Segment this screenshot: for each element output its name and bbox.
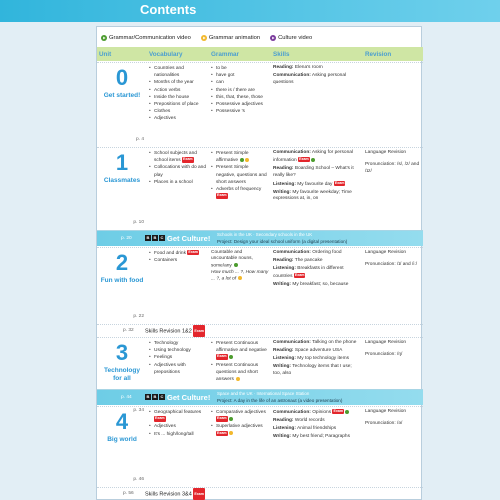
exam-badge: Exam [334,180,345,185]
list-item-text: Geographical features [154,410,202,415]
list-item-text: Comparative adjectives [216,410,266,415]
skill-label: Reading: [273,257,294,263]
skill-label: Writing: [273,363,292,369]
list-item: • Action verbs [149,87,207,94]
list-item: • Adjectives with prepositions [149,362,207,376]
vocabulary-cell [147,63,209,146]
unit-number: 3 [115,340,129,365]
green-play-dot-icon[interactable] [240,158,244,162]
bbc-logo-letter: B [146,394,150,399]
yellow-play-dot-icon [201,35,207,41]
skills-revision-row [97,487,423,499]
bbc-logo-letter: B [146,235,150,240]
revision-pronunciation: Pronunciation: /ɪ/ and /iː/ [365,262,418,268]
skill-text: Animal friendships [297,425,337,431]
list-item [149,150,207,164]
list-item [211,150,269,164]
table-row [97,406,423,486]
unit-title: Fun with food [100,277,144,284]
skill-text: My breakfast; so, because [292,281,349,287]
skill-text: Breakfasts in different countries [273,265,344,279]
exam-badge: Exam [217,416,227,421]
yellow-play-dot-icon[interactable] [245,158,249,162]
table-row [97,247,423,323]
yellow-play-dot-icon[interactable] [229,431,233,435]
green-play-dot-icon [101,35,107,41]
unit-cell [97,407,147,486]
exam-badge: Exam [155,416,165,421]
purple-play-dot-icon [270,35,276,41]
revision-language: Language Revision [365,250,407,255]
skill-text: Opinions [312,409,332,415]
skill-label: Communication: [273,72,311,78]
list-item: • Adjectives [149,423,207,430]
skill-text: My top technology items [297,355,349,361]
skill-label: Reading: [273,347,294,353]
unit-title: Big world [107,436,137,443]
vocabulary-cell [147,407,209,486]
table-header [97,47,423,61]
skill-label: Writing: [273,189,292,195]
yellow-play-dot-icon[interactable] [238,276,242,280]
revision-cell [363,407,423,486]
list-item: • Possessive adjectives [211,101,269,108]
grammar-cell [209,63,271,146]
skill-text: World records [294,417,325,423]
unit-title: Get started! [103,92,141,99]
list-item: • Possessive 's [211,108,269,115]
revision-pronunciation: Pronunciation: /ə/ [365,421,403,427]
skill-label: Communication: [273,150,311,155]
exam-badge: Exam [299,156,309,161]
revision-language: Language Revision [365,409,407,414]
exam-badge: Exam [188,250,198,255]
title-bar [0,0,500,22]
table-row [97,337,423,417]
bbc-logo-letter: C [160,235,164,240]
list-item: • Inside the house [149,94,207,101]
header-unit: Unit [99,51,112,58]
list-item [211,362,269,384]
skill-text: My best friend; Paragraphs [292,433,350,439]
culture-title: Get Culture! [167,234,211,243]
skill-label: Reading: [273,417,294,423]
culture-page: p. 20 [121,236,132,241]
legend-item-grammar-animation [201,35,260,41]
list-item: • Feelings [149,354,207,361]
exam-badge: Exam [217,193,227,198]
revision-language: Language Revision [365,340,407,345]
list-item: • Technology [149,340,207,347]
revision-pronunciation: Pronunciation: /ŋ/ [365,352,403,358]
green-play-dot-icon[interactable] [229,417,233,421]
list-item-text: Present Continuous affirmative and negative [216,341,267,354]
skills-revision-label [145,325,205,337]
exam-badge: Exam [294,272,305,277]
skills-cell [271,407,363,486]
culture-project: Project: Design your ideal school uniform (a digital presentation) [217,239,348,244]
legend-item-culture-video [270,35,312,41]
culture-videos[interactable]: Space and the UK · International Space Station [217,391,310,396]
contents-page [96,26,422,500]
culture-page: p. 44 [121,395,132,400]
skill-label: Listening: [273,265,296,271]
unit-page: p. 34 [133,407,144,413]
skill-label: Communication: [273,250,311,255]
culture-band [97,230,423,246]
list-item-text: Adverbs of frequency [216,186,262,192]
header-skills: Skills [273,51,290,58]
list-item: • Countries and nationalities [149,65,207,79]
list-item: • to be [211,65,269,72]
list-item: • Prepositions of place [149,101,207,108]
list-item [149,250,207,257]
green-play-dot-icon[interactable] [229,355,233,359]
skill-text: Technology items that I use; too, also [273,363,352,376]
list-item: • Collocations with do and play [149,164,207,178]
list-item [211,409,269,423]
vocabulary-cell [147,248,209,323]
culture-videos[interactable]: Schools in the UK · Secondary schools in the UK [217,232,313,237]
skills-revision-label [145,488,205,500]
bbc-logo-letter: C [160,394,164,399]
bbc-logo-letter: B [153,394,157,399]
skill-text: Ordering food [312,250,342,255]
skills-revision-text: Skills Revision 1&2 [145,328,192,335]
grammar-text: How much ... ?, How many ... ?, a lot of [211,269,269,282]
legend-label: Culture video [278,35,313,41]
list-item-text: School subjects and school items [154,151,197,164]
skill-text: Asking personal questions [273,72,347,85]
skill-text: Talking on the phone [312,340,357,345]
legend-label: Grammar/Communication video [109,35,191,41]
header-grammar: Grammar [211,51,240,58]
list-item: • have got [211,72,269,79]
unit-cell [97,63,147,146]
green-play-dot-icon[interactable] [345,410,349,414]
culture-title: Get Culture! [167,393,211,402]
list-item: • Adjectives [149,115,207,122]
list-item: • there is / there are [211,87,269,94]
skill-label: Reading: [273,165,294,171]
header-revision: Revision [365,51,392,58]
list-item: • Using technology [149,347,207,354]
skill-text: Asking for personal information [273,150,353,163]
skill-text: My favourite day [297,181,333,187]
unit-page: p. 22 [133,313,144,319]
legend-item-grammar-video [101,35,191,41]
green-play-dot-icon[interactable] [234,263,238,267]
skill-label: Listening: [273,425,296,431]
culture-project: Project: A day in the life of an astronaut (a video presentation) [217,398,343,403]
skill-label: Reading: [273,65,294,70]
video-legend [101,31,312,45]
skill-text: Elena's room [294,65,323,70]
skill-text: The pancake [294,257,323,263]
list-item-text: Present Continuous questions and short answers [216,362,259,382]
list-item: • It's ... high/long/tall [149,431,207,438]
revision-language: Language Revision [365,150,407,155]
grammar-text: Countable and uncountable nouns, some/any [211,250,253,269]
exam-badge: Exam [193,325,205,337]
list-item [211,186,269,200]
skill-label: Writing: [273,281,292,287]
skill-label: Communication: [273,340,311,345]
list-item: • can [211,79,269,86]
exam-badge: Exam [183,157,193,162]
grammar-cell [209,148,271,229]
legend-label: Grammar animation [208,35,261,41]
table-row [97,62,423,146]
skills-revision-text: Skills Revision 3&4 [145,491,192,498]
skills-revision-page: p. 32 [123,328,134,333]
skill-label: Writing: [273,433,292,439]
list-item: • Containers [149,257,207,264]
unit-page: p. 10 [133,219,144,225]
revision-pronunciation: Pronunciation: /s/, /z/ and /ɪz/ [365,162,420,174]
unit-number: 2 [115,250,129,275]
unit-cell [97,248,147,323]
unit-title: Classmates [103,177,141,184]
green-play-dot-icon[interactable] [311,158,315,162]
skill-label: Communication: [273,409,311,415]
exam-badge: Exam [333,409,344,413]
skills-cell [271,248,363,323]
skills-revision-row [97,324,423,336]
revision-cell [363,148,423,229]
bbc-logo-letter: B [153,235,157,240]
unit-number: 0 [115,65,129,90]
list-item-text: Superlative adjectives [216,424,263,430]
exam-badge: Exam [217,354,227,359]
list-item: • Months of the year [149,79,207,86]
header-vocabulary: Vocabulary [149,51,183,58]
unit-page: p. 46 [133,476,144,482]
list-item [149,409,207,423]
skill-text: My favourite weekday; Time expressions at, in, on [273,189,352,202]
list-item: • Places in a school [149,179,207,186]
yellow-play-dot-icon[interactable] [236,377,240,381]
unit-title: Technology for all [104,367,140,382]
skill-text: Boarding School – What's it really like? [273,165,354,178]
culture-band [97,389,423,405]
revision-cell [363,248,423,323]
skill-text: Space adventure USA [294,347,343,353]
skill-label: Listening: [273,355,296,361]
list-item: • Present Simple negative, questions and short answers [211,164,269,186]
list-item: • Clothes [149,108,207,115]
revision-cell [363,63,423,146]
skill-label: Listening: [273,181,296,187]
list-item [211,340,269,362]
skills-cell [271,148,363,229]
table-row [97,147,423,229]
unit-number: 4 [115,409,129,434]
vocabulary-cell [147,148,209,229]
skills-revision-page: p. 56 [123,491,134,496]
page-title: Contents [140,2,197,17]
list-item [211,423,269,437]
bbc-logo [145,235,165,241]
bbc-logo [145,394,165,400]
grammar-cell [209,248,271,323]
list-item-text: Present Simple affirmative [216,151,249,164]
unit-page: p. 4 [135,136,144,142]
exam-badge: Exam [193,488,205,500]
list-item: • this, that, these, those [211,94,269,101]
list-item-text: Food and drink [154,251,186,256]
unit-cell [97,148,147,229]
exam-badge: Exam [217,430,227,435]
unit-number: 1 [115,150,129,175]
grammar-cell [209,407,271,486]
skills-cell [271,63,363,146]
